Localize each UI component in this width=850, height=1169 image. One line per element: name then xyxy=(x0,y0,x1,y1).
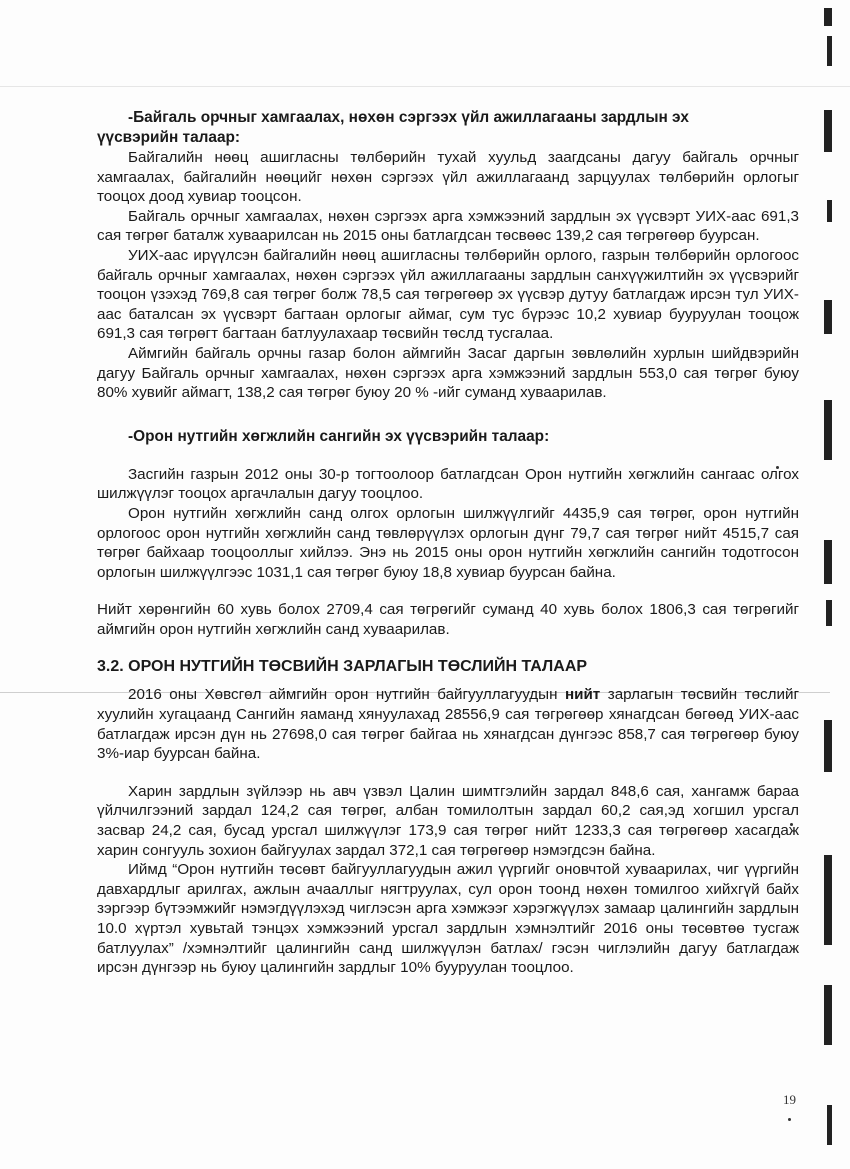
section-heading-nature-cont: үүсвэрийн талаар: xyxy=(97,129,241,146)
paragraph: Засгийн газрын 2012 оны 30-р тогтоолоор батлагдсан Орон нутгийн хөгжлийн сангаас олгох шилжүүлэг тооцох аргачлалын дагуу тооцлоо. xyxy=(97,465,799,503)
scan-top-line xyxy=(0,86,850,87)
scan-edge-mark xyxy=(824,110,832,152)
paragraph: Байгаль орчныг хамгаалах, нөхөн сэргээх арга хэмжээний зардлын эх үүсвэрт УИХ-аас 691,3 сая төгрөг баталж хуваарилсан нь 2015 оны батлагдсан төсвөөс 139,2 сая төгрөгөөр буурсан. xyxy=(97,207,799,245)
scan-edge-mark xyxy=(824,8,832,26)
paragraph: Байгалийн нөөц ашигласны төлбөрийн тухай хуульд заагдсаны дагуу байгаль орчныг хамгаалах, байгалийн нөөцийг нөхөн сэргээх үйл ажиллагаанд зарцуулах төлбөрийн орлогыг тооцох доод хувиар тооцсон. xyxy=(97,149,799,206)
section-heading-nature: -Байгаль орчныг хамгаалах, нөхөн сэргээх үйл ажиллагааны зардлын эх xyxy=(128,109,689,126)
scan-edge-mark xyxy=(827,1105,832,1145)
text-run: зарлагын төсвийн төслийг хуулийн хугацаанд Сангийн яаманд хянуулахад 28556,9 сая төгрөгөөр хянагдсан бөгөөд УИХ-аас батлагдаж ирсэн дүн нь 27698,0 сая төгрөг байгаа нь хянагдсан дүнгээс 858,7 сая төгрөгөөр буюу 3%-иар буурсан байна. xyxy=(97,686,799,763)
page-number: 19 xyxy=(783,1092,796,1107)
scan-edge-mark xyxy=(824,985,832,1045)
paragraph: Орон нутгийн хөгжлийн санд олгох орлогын шилжүүлгийг 4435,9 сая төгрөг, орон нутгийн орлогоос орон нутгийн хөгжлийн санд төвлөрүүлэх орлогын дүнг 79,7 сая төгрөг нийт 4515,7 сая төгрөг байхаар тооцооллыг хийлээ. Энэ нь 2015 оны орон нутгийн хөгжлийн сангийн тодотгосон орлогын шилжүүлгээс 1031,1 сая төгрөг буюу 18,8 хувиар буурсан байна. xyxy=(97,504,799,581)
document-body xyxy=(97,108,799,978)
paragraph: Иймд “Орон нутгийн төсөвт байгууллагуудын ажил үүргийг оновчтой хуваарилах, чиг үүргийн давхардлыг арилгах, ажлын ачааллыг нягтруулах, сул орон тоонд нөхөн томилгоо хийхгүй байх зэргээр бүтээмжийг нэмэгдүүлэхэд чиглэсэн арга хэмжээг хэрэгжүүлэх замаар цалингийн зардлын 10.0 хүртэл хувьтай тэнцэх хэмжээний урсгал зардлын хэмнэлтийг 2016 оны төсөвтөө тусгаж батлуулах” /хэмнэлтийг цалингийн санд шилжүүлэн батлах/ гэсэн чиглэлийн дагуу батлагдаж ирсэн дүнгээр нь буюу цалингийн зардлыг 10% бууруулан тооцлоо. xyxy=(97,861,799,977)
section-title-3-2: 3.2. ОРОН НУТГИЙН ТӨСВИЙН ЗАРЛАГЫН ТӨСЛИЙН ТАЛААР xyxy=(97,658,588,676)
paragraph: Нийт хөрөнгийн 60 хувь болох 2709,4 сая төгрөгийг суманд 40 хувь болох 1806,3 сая төгрөгийг аймгийн орон нутгийн хөгжлийн санд хуваарилав. xyxy=(97,601,799,638)
scan-edge-mark xyxy=(824,300,832,334)
paragraph: УИХ-аас ирүүлсэн байгалийн нөөц ашигласны төлбөрийн орлого, газрын төлбөрийн орлогоос байгаль орчныг хамгаалах, нөхөн сэргээх үйл ажиллагааны зардлын санхүүжилтийн эх үүсвэрийг тооцон үзэхэд 769,8 сая төгрөг болж 78,5 сая төгрөгөөр эх үүсвэр дутуу батлагдаж ирсэн тул УИХ-аас баталсан эх үүсвэрт багтаан орлогыг аймаг, сум тус бүрээс 10,2 хувиар бууруулан тооцож 691,3 сая төгрөгт багтаан батлуулахаар төсвийн төслд тусгалаа. xyxy=(97,246,799,343)
text-run: 2016 оны Хөвсгөл аймгийн орон нутгийн байгууллагуудын xyxy=(128,686,565,704)
scan-edge-mark xyxy=(824,720,832,772)
paragraph: Харин зардлын зүйлээр нь авч үзвэл Цалин шимтгэлийн зардал 848,6 сая, хангамж бараа үйлчилгээний зардал 124,2 сая төгрөг, албан томилолтын зардал 60,2 сая,эд хогшил урсгал засвар 24,2 сая, бусад урсгал шилжүүлэг 173,9 сая төгрөг нийт 1233,3 сая төгрөгөөр хасагдаж харин сонгууль зохион байгуулах зардал 372,1 сая төгрөгөөр нэмэгдсэн байна. xyxy=(97,782,799,859)
scan-speck xyxy=(788,1118,791,1121)
scan-edge-mark xyxy=(824,855,832,945)
paragraph: Аймгийн байгаль орчны газар болон аймгийн Засаг даргын зөвлөлийн хурлын шийдвэрийн дагуу Байгаль орчныг хамгаалах, нөхөн сэргээх арга хэмжээний зардлын 553,0 сая төгрөг буюу 80% хувийг аймагт, 138,2 сая төгрөг буюу 20 % -ийг суманд хуваарилав. xyxy=(97,344,799,402)
scan-edge-mark xyxy=(827,200,832,222)
bold-term: нийт xyxy=(564,686,601,704)
paragraph-total-expenditure xyxy=(97,685,799,763)
scan-edge-mark xyxy=(824,400,832,460)
section-heading-fund: -Орон нутгийн хөгжлийн сангийн эх үүсвэрийн талаар: xyxy=(128,427,550,445)
scan-edge-mark xyxy=(826,600,832,626)
scan-edge-mark xyxy=(824,540,832,584)
scan-edge-mark xyxy=(827,36,832,66)
